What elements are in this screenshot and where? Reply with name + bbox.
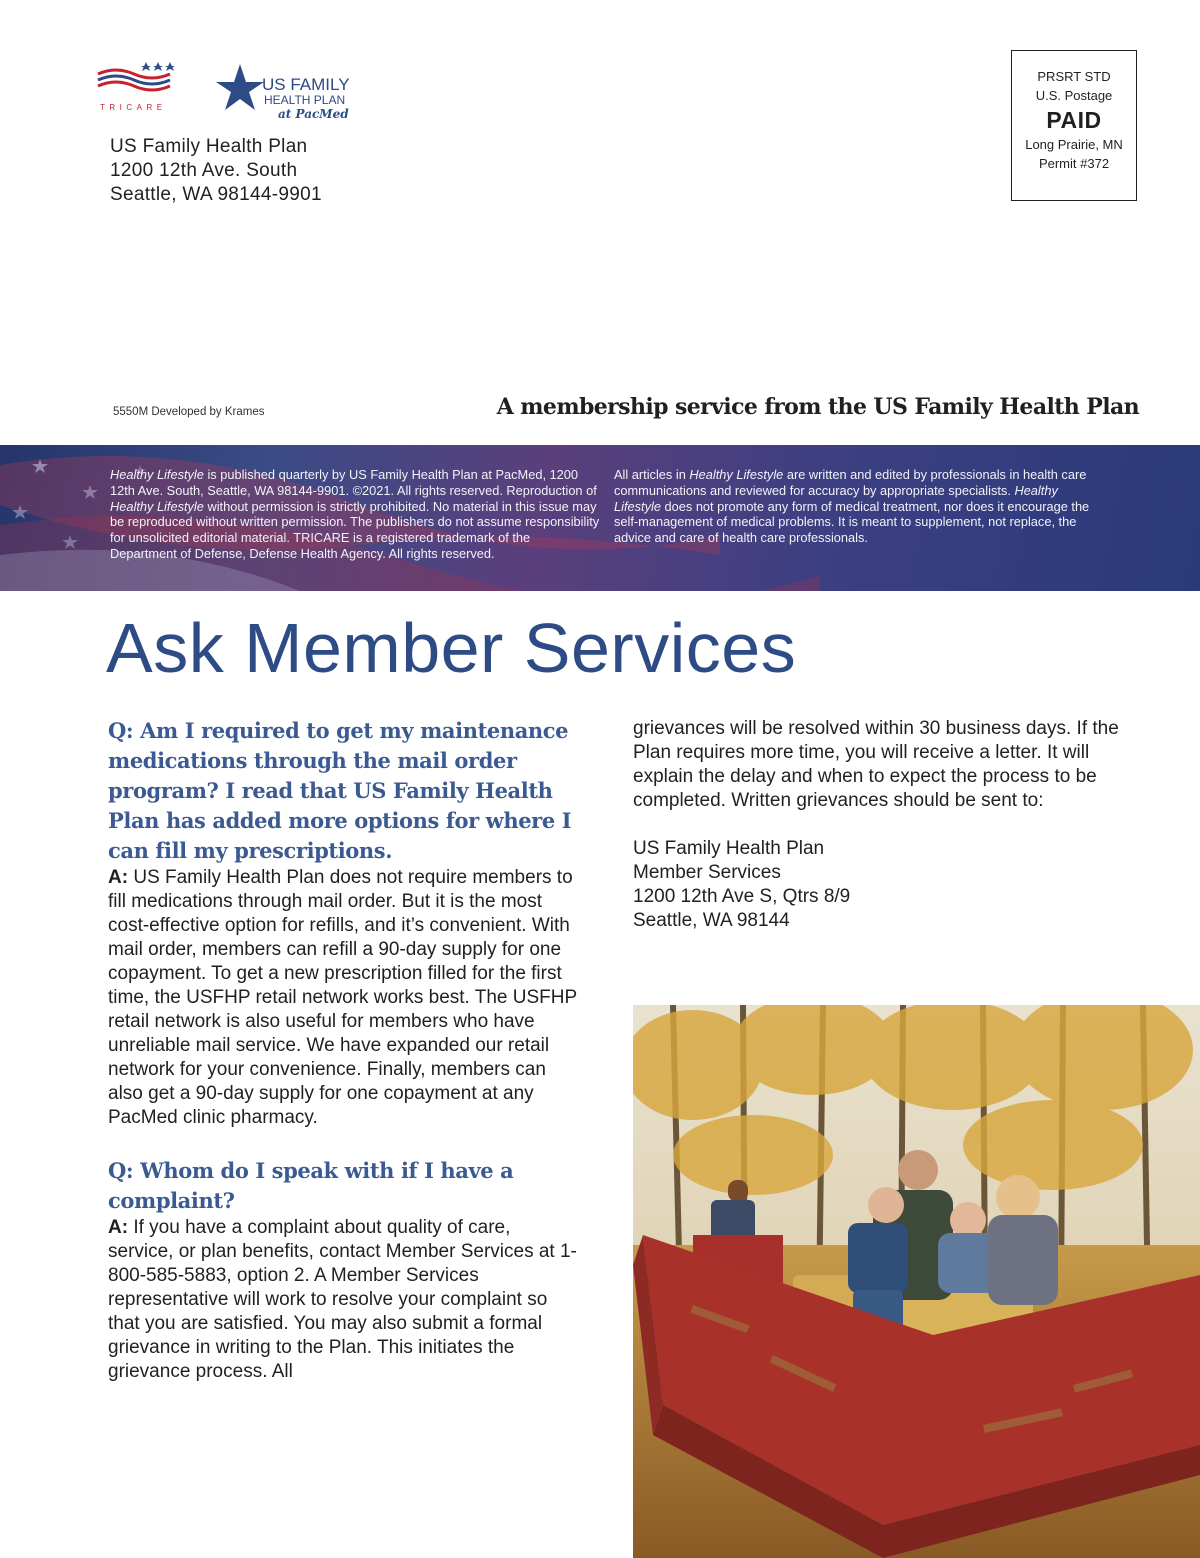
postage-line: Long Prairie, MN xyxy=(1025,137,1123,152)
photo-illustration xyxy=(633,1005,1200,1558)
header-logos xyxy=(96,58,386,128)
question-1: Q: Am I required to get my maintenance medications through the mail order program? I read that US Family Health Plan has added more options for where I can fill my prescriptions. xyxy=(108,718,572,863)
magazine-name: Healthy Lifestyle xyxy=(689,467,784,482)
answer-1 xyxy=(108,866,578,1130)
star-icon xyxy=(216,64,264,110)
return-address-line: 1200 12th Ave. South xyxy=(110,160,298,181)
magazine-name: Healthy Lifestyle xyxy=(110,498,204,514)
answer-2-continued: grievances will be resolved within 30 business days. If the Plan requires more time, you will receive a letter. It will explain the delay and when to expect the process to be completed. Written grievances should be sent to: xyxy=(633,718,1119,811)
postage-paid: PAID xyxy=(1046,107,1102,133)
left-column xyxy=(108,716,578,1384)
developed-by: 5550M Developed by Krames xyxy=(113,406,265,418)
postage-line: U.S. Postage xyxy=(1035,88,1113,103)
right-column xyxy=(633,717,1133,933)
magazine-name: Healthy Lifestyle xyxy=(614,482,1058,514)
usfhp-wordmark-2: HEALTH PLAN xyxy=(264,93,346,107)
answer-label: A: xyxy=(108,1217,129,1238)
postage-line: PRSRT STD xyxy=(1037,69,1111,84)
grievance-address-line: 1200 12th Ave S, Qtrs 8/9 xyxy=(633,886,851,907)
family-hayride-photo xyxy=(633,1005,1200,1558)
grievance-address-line: Member Services xyxy=(633,862,781,883)
answer-text: If you have a complaint about quality of care, service, or plan benefits, contact Member Services at 1-800-585-5883, option 2. A Member Services representative will work to resolve your complaint so that you are satisfied. You may also submit a formal grievance in writing to the Plan. This initiates the grievance process. All xyxy=(108,1217,577,1382)
answer-text: US Family Health Plan does not require members to fill medications through mail order. But it is the most cost-effective option for refills, and it’s convenient. With mail order, members can refill a 90-day supply for one copayment. To get a new prescription filled for the first time, the USFHP retail network works best. The USFHP retail network is also useful for members who have unreliable mail service. We have expanded our retail network for your convenience. Finally, members can also get a 90-day supply for one copayment at any PacMed clinic pharmacy. xyxy=(108,867,577,1128)
tricare-logo xyxy=(96,58,386,128)
usfhp-wordmark-3: at PacMed xyxy=(278,107,349,121)
banner-publication-info xyxy=(110,467,600,562)
usfhp-wordmark-1: US FAMILY xyxy=(262,75,350,94)
banner-text: All articles in xyxy=(614,467,690,482)
publication-banner xyxy=(0,445,1200,591)
postage-line: Permit #372 xyxy=(1038,156,1110,171)
question-2: Q: Whom do I speak with if I have a complaint? xyxy=(108,1158,514,1213)
answer-2 xyxy=(108,1216,578,1384)
page-title: Ask Member Services xyxy=(106,609,797,687)
return-address-line: Seattle, WA 98144-9901 xyxy=(110,184,322,205)
tricare-wordmark: TRICARE xyxy=(100,103,167,112)
tagline: A membership service from the US Family Health Plan xyxy=(496,394,1139,420)
magazine-name: Healthy Lifestyle xyxy=(110,467,204,482)
banner-disclaimer xyxy=(614,467,1104,546)
banner-text: are written and edited by professionals in health care communications and reviewed for accuracy by appropriate specialists. xyxy=(614,467,1087,498)
postage-indicia xyxy=(1011,50,1137,201)
banner-text: does not promote any form of medical treatment, nor does it encourage the self-management of medical problems. It is meant to supplement, not replace, the advice and care of health care professionals. xyxy=(614,498,1090,546)
grievance-address-line: Seattle, WA 98144 xyxy=(633,910,790,931)
answer-label: A: xyxy=(108,867,129,888)
grievance-address-line: US Family Health Plan xyxy=(633,838,825,859)
banner-text: is published quarterly by US Family Health Plan at PacMed, 1200 12th Ave. South, Seattle, WA 98144-9901. ©2021. All rights reserved. Reproduction of xyxy=(110,467,597,498)
banner-text: without permission is strictly prohibited. No material in this issue may be reproduced without written permission. The publishers do not assume responsibility for unsolicited editorial material. TRICARE is a registered trademark of the Department of Defense, Defense Health Agency. All rights reserved. xyxy=(110,498,600,561)
return-address xyxy=(110,135,322,207)
grievance-address xyxy=(633,837,1133,933)
return-address-line: US Family Health Plan xyxy=(110,136,308,157)
